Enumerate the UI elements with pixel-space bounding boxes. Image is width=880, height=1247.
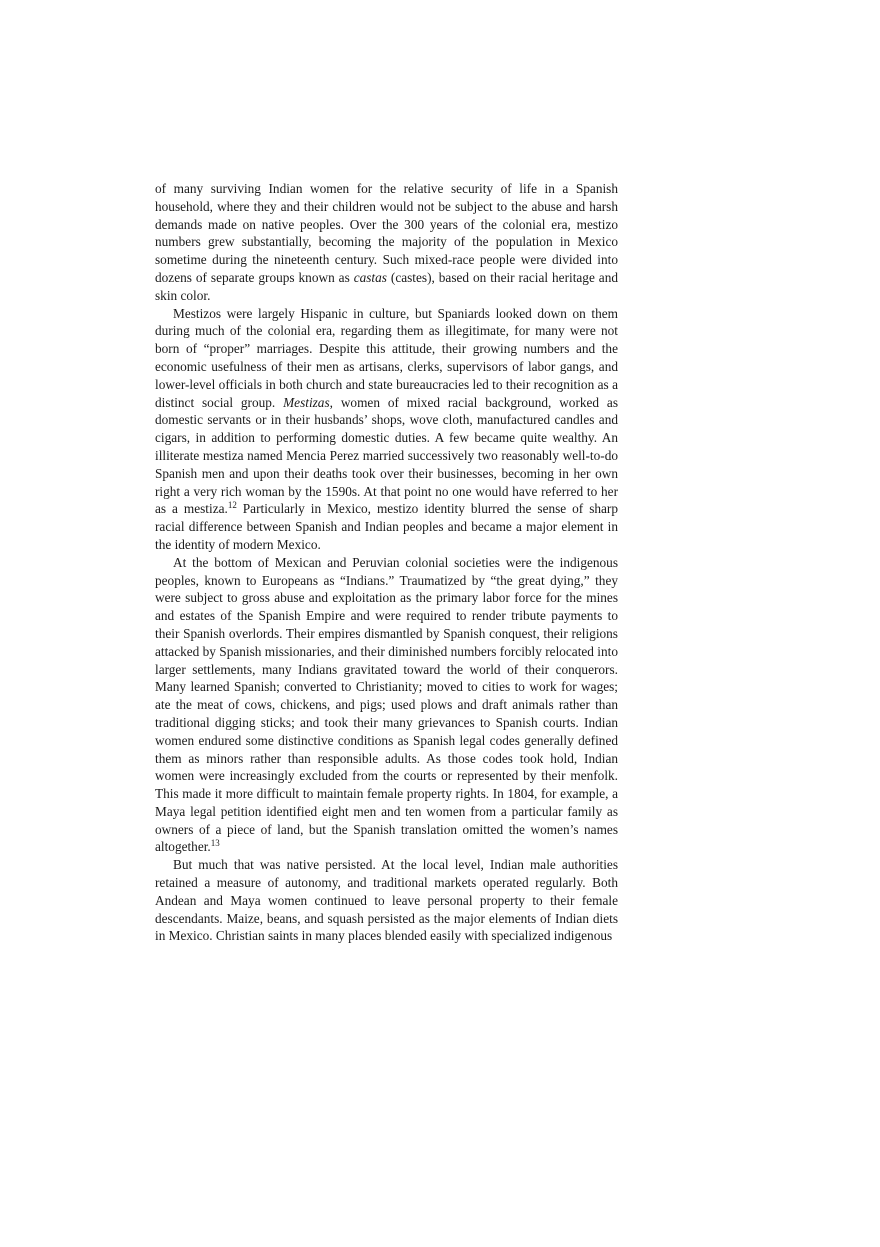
paragraph-mestizos	[155, 305, 618, 554]
text-run: At the bottom of Mexican and Peruvian colonial societies were the indigenous peoples, known to Europeans as “Indians.” Traumatized by “the great dying,” they were subject to gross abuse and exploitation as the primary labor force for the mines and estates of the Spanish Empire and were required to render tribute payments to their Spanish overlords. Their empires dismantled by Spanish conquest, their religions attacked by Spanish missionaries, and their diminished numbers forcibly relocated into larger settlements, many Indians gravitated toward the world of their conquerors. Many learned Spanish; converted to Christianity; moved to cities to work for wages; ate the meat of cows, chickens, and pigs; used plows and draft animals rather than traditional digging sticks; and took their many grievances to Spanish courts. Indian women endured some distinctive conditions as Spanish legal codes generally defined them as minors rather than responsible adults. As those codes took hold, Indian women were increasingly excluded from the courts or represented by their menfolk. This made it more difficult to maintain female property rights. In 1804, for example, a Maya legal petition identified eight men and ten women from a particular family as owners of a piece of land, but the Spanish translation omitted the women’s names altogether.	[155, 554, 618, 855]
text-run: Particularly in Mexico, mestizo identity blurred the sense of sharp racial difference between Spanish and Indian peoples and became a major element in the identity of modern Mexico.	[155, 501, 618, 552]
footnote-marker: 12	[227, 500, 237, 511]
text-run: But much that was native persisted. At the local level, Indian male authorities retained a measure of autonomy, and traditional markets operated regularly. Both Andean and Maya women continued to leave personal property to their female descendants. Maize, beans, and squash persisted as the major elements of Indian diets in Mexico. Christian saints in many places blended easily with specialized indigenous	[155, 857, 618, 944]
italic-term: Mestizas	[283, 394, 330, 410]
text-run: of many surviving Indian women for the relative security of life in a Spanish household, where they and their children would not be subject to the abuse and harsh demands made on native peoples. Over the 300 years of the colonial era, mestizo numbers grew substantially, becoming the majority of the population in Mexico sometime during the nineteenth century. Such mixed-race people were divided into dozens of separate groups known as	[155, 181, 618, 285]
paragraph-castas	[155, 180, 618, 305]
text-run: , women of mixed racial background, worked as domestic servants or in their husbands’ shops, wove cloth, manufactured candles and cigars, in addition to performing domestic duties. A few became quite wealthy. An illiterate mestiza named Mencia Perez married successively two reasonably well-to-do Spanish men and upon their deaths took over their businesses, becoming in her own right a very rich woman by the 1590s. At that point no one would have referred to her as a mestiza.	[155, 394, 619, 517]
text-run: Mestizos were largely Hispanic in culture, but Spaniards looked down on them during much of the colonial era, regarding them as illegitimate, for many were not born of “proper” marriages. Despite this attitude, their growing numbers and the economic usefulness of their men as artisans, clerks, supervisors of labor gangs, and lower-level officials in both church and state bureaucracies led to their recognition as a distinct social group.	[155, 305, 618, 410]
paragraph-native-persistence	[155, 856, 618, 945]
body-text	[155, 180, 618, 945]
paragraph-indigenous-peoples	[155, 554, 618, 857]
footnote-marker: 13	[210, 838, 220, 849]
italic-term: castas	[353, 269, 387, 285]
text-run: (castes), based on their racial heritage and skin color.	[155, 269, 618, 303]
